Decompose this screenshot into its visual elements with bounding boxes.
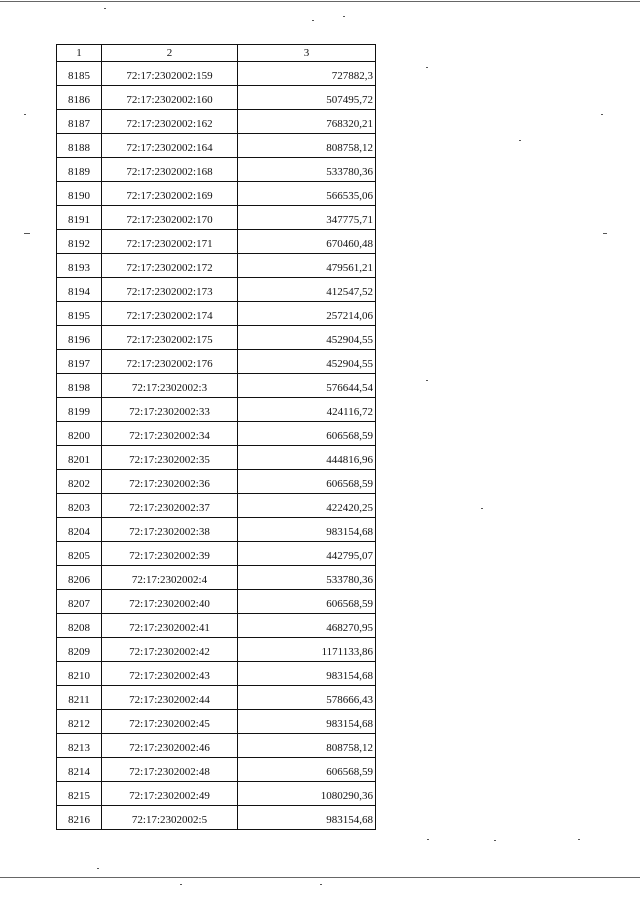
row-number: 8201 (57, 446, 102, 470)
scan-speck (519, 140, 521, 141)
row-number: 8202 (57, 470, 102, 494)
scan-speck (24, 233, 30, 234)
page-bottom-edge (0, 877, 640, 878)
cadastral-value: 452904,55 (238, 326, 376, 350)
cadastral-number: 72:17:2302002:45 (102, 710, 238, 734)
cadastral-value: 1171133,86 (238, 638, 376, 662)
cadastral-number: 72:17:2302002:40 (102, 590, 238, 614)
row-number: 8200 (57, 422, 102, 446)
row-number: 8211 (57, 686, 102, 710)
scan-speck (494, 840, 496, 841)
cadastral-value: 468270,95 (238, 614, 376, 638)
scan-speck (104, 8, 106, 9)
cadastral-value: 566535,06 (238, 182, 376, 206)
row-number: 8212 (57, 710, 102, 734)
cadastral-value: 606568,59 (238, 758, 376, 782)
cadastral-number: 72:17:2302002:46 (102, 734, 238, 758)
row-number: 8204 (57, 518, 102, 542)
cadastral-number: 72:17:2302002:172 (102, 254, 238, 278)
cadastral-number: 72:17:2302002:34 (102, 422, 238, 446)
cadastral-number: 72:17:2302002:174 (102, 302, 238, 326)
row-number: 8189 (57, 158, 102, 182)
row-number: 8187 (57, 110, 102, 134)
cadastral-number: 72:17:2302002:171 (102, 230, 238, 254)
table-row (57, 494, 376, 518)
cadastral-number: 72:17:2302002:39 (102, 542, 238, 566)
table-row (57, 446, 376, 470)
cadastral-value: 479561,21 (238, 254, 376, 278)
scan-speck (24, 114, 26, 115)
table-row (57, 734, 376, 758)
row-number: 8214 (57, 758, 102, 782)
row-number: 8198 (57, 374, 102, 398)
scan-speck (426, 380, 428, 381)
cadastral-value: 576644,54 (238, 374, 376, 398)
cadastral-number: 72:17:2302002:170 (102, 206, 238, 230)
table-row (57, 566, 376, 590)
scan-speck (97, 868, 99, 869)
row-number: 8199 (57, 398, 102, 422)
table-row (57, 758, 376, 782)
cadastral-value: 422420,25 (238, 494, 376, 518)
cadastral-value: 442795,07 (238, 542, 376, 566)
cadastral-value: 507495,72 (238, 86, 376, 110)
row-number: 8213 (57, 734, 102, 758)
table-row (57, 206, 376, 230)
scan-speck (312, 20, 314, 21)
scan-speck (601, 114, 603, 115)
cadastral-number: 72:17:2302002:49 (102, 782, 238, 806)
table-row (57, 638, 376, 662)
cadastral-value: 983154,68 (238, 662, 376, 686)
table-row (57, 686, 376, 710)
cadastral-value: 412547,52 (238, 278, 376, 302)
cadastral-value: 1080290,36 (238, 782, 376, 806)
cadastral-value: 983154,68 (238, 806, 376, 830)
table-row (57, 326, 376, 350)
row-number: 8191 (57, 206, 102, 230)
cadastral-value: 808758,12 (238, 134, 376, 158)
table-row (57, 134, 376, 158)
cadastral-value: 606568,59 (238, 470, 376, 494)
cadastral-number: 72:17:2302002:5 (102, 806, 238, 830)
cadastral-value: 606568,59 (238, 590, 376, 614)
cadastral-value: 424116,72 (238, 398, 376, 422)
row-number: 8192 (57, 230, 102, 254)
cadastral-value: 606568,59 (238, 422, 376, 446)
row-number: 8203 (57, 494, 102, 518)
cadastral-number: 72:17:2302002:168 (102, 158, 238, 182)
row-number: 8188 (57, 134, 102, 158)
cadastral-value: 533780,36 (238, 566, 376, 590)
table-row (57, 422, 376, 446)
scan-speck (180, 884, 182, 885)
table-row (57, 110, 376, 134)
cadastral-value: 533780,36 (238, 158, 376, 182)
cadastral-value: 808758,12 (238, 734, 376, 758)
cadastral-number: 72:17:2302002:42 (102, 638, 238, 662)
cadastral-value-table (56, 44, 376, 830)
scan-speck (426, 67, 428, 68)
cadastral-number: 72:17:2302002:36 (102, 470, 238, 494)
row-number: 8185 (57, 62, 102, 86)
row-number: 8190 (57, 182, 102, 206)
row-number: 8215 (57, 782, 102, 806)
cadastral-number: 72:17:2302002:162 (102, 110, 238, 134)
row-number: 8193 (57, 254, 102, 278)
scan-speck (320, 884, 322, 885)
cadastral-value: 257214,06 (238, 302, 376, 326)
column-header-cadastral-number: 2 (102, 45, 238, 62)
cadastral-value: 452904,55 (238, 350, 376, 374)
table-row (57, 182, 376, 206)
table-row (57, 470, 376, 494)
table-row (57, 350, 376, 374)
cadastral-value: 578666,43 (238, 686, 376, 710)
cadastral-value: 347775,71 (238, 206, 376, 230)
table-row (57, 782, 376, 806)
table-row (57, 590, 376, 614)
row-number: 8205 (57, 542, 102, 566)
cadastral-value: 727882,3 (238, 62, 376, 86)
table-row (57, 710, 376, 734)
table-row (57, 302, 376, 326)
table-row (57, 542, 376, 566)
table-row (57, 374, 376, 398)
row-number: 8196 (57, 326, 102, 350)
table-row (57, 230, 376, 254)
scan-speck (343, 16, 345, 17)
column-header-index: 1 (57, 45, 102, 62)
table-row (57, 158, 376, 182)
cadastral-number: 72:17:2302002:4 (102, 566, 238, 590)
cadastral-number: 72:17:2302002:164 (102, 134, 238, 158)
cadastral-value: 983154,68 (238, 710, 376, 734)
row-number: 8207 (57, 590, 102, 614)
cadastral-number: 72:17:2302002:175 (102, 326, 238, 350)
cadastral-number: 72:17:2302002:38 (102, 518, 238, 542)
cadastral-number: 72:17:2302002:37 (102, 494, 238, 518)
scan-speck (481, 508, 483, 509)
cadastral-value: 444816,96 (238, 446, 376, 470)
table-row (57, 254, 376, 278)
cadastral-value: 670460,48 (238, 230, 376, 254)
table-row (57, 806, 376, 830)
column-header-value: 3 (238, 45, 376, 62)
cadastral-value: 983154,68 (238, 518, 376, 542)
cadastral-number: 72:17:2302002:3 (102, 374, 238, 398)
row-number: 8209 (57, 638, 102, 662)
table-row (57, 86, 376, 110)
table-row (57, 518, 376, 542)
scan-speck (427, 839, 429, 840)
cadastral-number: 72:17:2302002:169 (102, 182, 238, 206)
cadastral-number: 72:17:2302002:35 (102, 446, 238, 470)
cadastral-number: 72:17:2302002:173 (102, 278, 238, 302)
cadastral-value: 768320,21 (238, 110, 376, 134)
scan-speck (578, 839, 580, 840)
row-number: 8216 (57, 806, 102, 830)
row-number: 8197 (57, 350, 102, 374)
cadastral-number: 72:17:2302002:44 (102, 686, 238, 710)
scan-speck (603, 233, 607, 234)
row-number: 8186 (57, 86, 102, 110)
cadastral-number: 72:17:2302002:48 (102, 758, 238, 782)
cadastral-number: 72:17:2302002:43 (102, 662, 238, 686)
table-row (57, 62, 376, 86)
cadastral-number: 72:17:2302002:41 (102, 614, 238, 638)
row-number: 8206 (57, 566, 102, 590)
cadastral-number: 72:17:2302002:160 (102, 86, 238, 110)
cadastral-number: 72:17:2302002:159 (102, 62, 238, 86)
cadastral-number: 72:17:2302002:176 (102, 350, 238, 374)
table-header-row (57, 45, 376, 62)
row-number: 8194 (57, 278, 102, 302)
row-number: 8208 (57, 614, 102, 638)
cadastral-number: 72:17:2302002:33 (102, 398, 238, 422)
page-top-edge (0, 1, 640, 2)
table-row (57, 662, 376, 686)
table-row (57, 398, 376, 422)
row-number: 8210 (57, 662, 102, 686)
table-row (57, 614, 376, 638)
table-row (57, 278, 376, 302)
row-number: 8195 (57, 302, 102, 326)
